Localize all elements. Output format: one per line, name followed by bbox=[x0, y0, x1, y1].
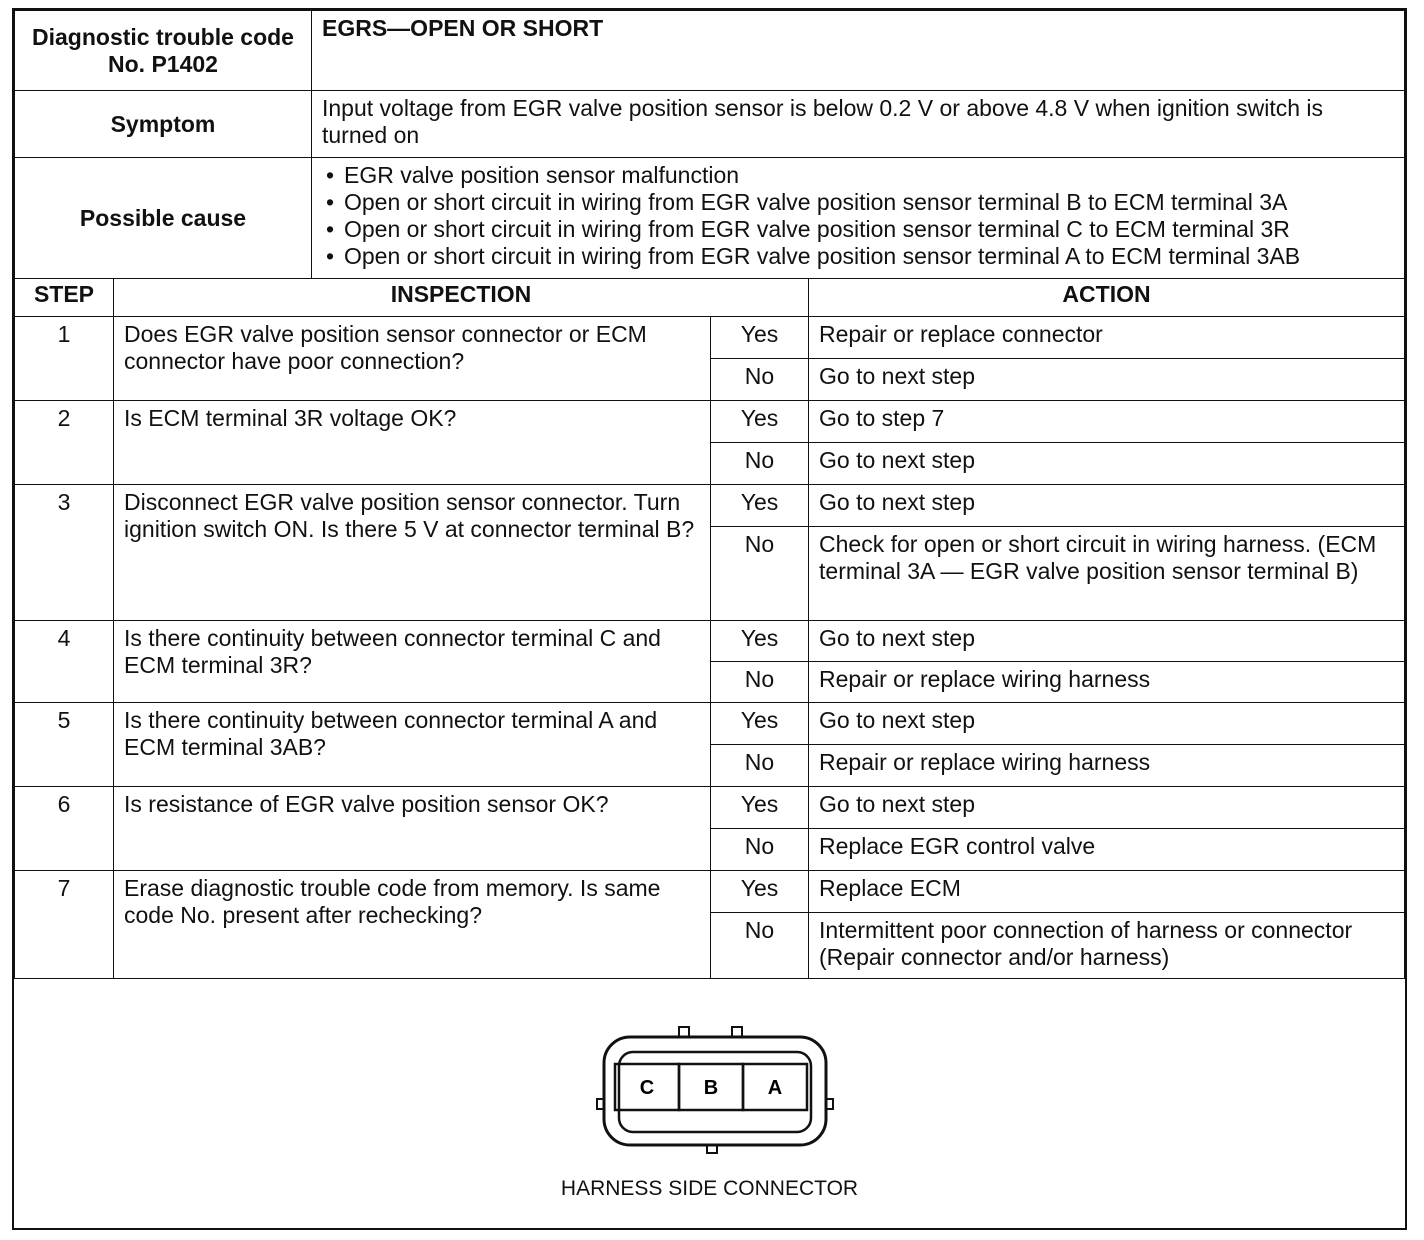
yes-action: Go to next step bbox=[809, 703, 1405, 745]
cause-item: • Open or short circuit in wiring from EGR valve position sensor terminal C to ECM terminal 3R bbox=[322, 216, 1394, 243]
yes-label: Yes bbox=[711, 621, 809, 662]
step-inspection: Disconnect EGR valve position sensor connector. Turn ignition switch ON. Is there 5 V at connector terminal B? bbox=[114, 485, 711, 621]
table-row bbox=[15, 317, 1405, 359]
no-action: Go to next step bbox=[809, 359, 1405, 401]
yes-label: Yes bbox=[711, 401, 809, 443]
col-inspection-header: INSPECTION bbox=[114, 279, 809, 317]
step-inspection: Is there continuity between connector terminal C and ECM terminal 3R? bbox=[114, 621, 711, 703]
no-label: No bbox=[711, 359, 809, 401]
col-action-header: ACTION bbox=[809, 279, 1405, 317]
table-row bbox=[15, 401, 1405, 443]
no-action: Repair or replace wiring harness bbox=[809, 662, 1405, 703]
symptom-text: Input voltage from EGR valve position sensor is below 0.2 V or above 4.8 V when ignition switch is turned on bbox=[312, 91, 1405, 158]
dtc-title: EGRS—OPEN OR SHORT bbox=[312, 11, 1405, 91]
cause-item: • EGR valve position sensor malfunction bbox=[322, 162, 1394, 189]
no-action: Intermittent poor connection of harness or connector (Repair connector and/or harness) bbox=[809, 913, 1405, 979]
no-action: Check for open or short circuit in wiring harness. (ECM terminal 3A — EGR valve position sensor terminal B) bbox=[809, 527, 1405, 621]
step-inspection: Is ECM terminal 3R voltage OK? bbox=[114, 401, 711, 485]
yes-action: Go to next step bbox=[809, 621, 1405, 662]
step-number: 7 bbox=[15, 871, 114, 979]
table-row bbox=[15, 621, 1405, 662]
possible-cause-cell bbox=[312, 158, 1405, 279]
terminal-b-label: B bbox=[703, 1077, 719, 1099]
table-row bbox=[15, 787, 1405, 829]
steps-table bbox=[14, 278, 1405, 979]
diagram-caption: HARNESS SIDE CONNECTOR bbox=[560, 1177, 859, 1200]
no-action: Go to next step bbox=[809, 443, 1405, 485]
step-number: 2 bbox=[15, 401, 114, 485]
table-row bbox=[15, 703, 1405, 745]
step-number: 1 bbox=[15, 317, 114, 401]
no-label: No bbox=[711, 443, 809, 485]
yes-label: Yes bbox=[711, 787, 809, 829]
yes-action: Go to next step bbox=[809, 787, 1405, 829]
table-row bbox=[15, 485, 1405, 527]
step-inspection: Does EGR valve position sensor connector or ECM connector have poor connection? bbox=[114, 317, 711, 401]
cause-item: • Open or short circuit in wiring from EGR valve position sensor terminal A to ECM terminal 3AB bbox=[322, 243, 1394, 270]
possible-cause-label: Possible cause bbox=[15, 158, 312, 279]
yes-action: Go to next step bbox=[809, 485, 1405, 527]
connector-diagram-area bbox=[14, 979, 1405, 1229]
yes-label: Yes bbox=[711, 871, 809, 913]
no-label: No bbox=[711, 829, 809, 871]
col-step-header: STEP bbox=[15, 279, 114, 317]
diagnostic-sheet bbox=[12, 8, 1407, 1230]
header-table bbox=[14, 10, 1405, 279]
yes-label: Yes bbox=[711, 317, 809, 359]
yes-action: Repair or replace connector bbox=[809, 317, 1405, 359]
no-label: No bbox=[711, 527, 809, 621]
step-number: 4 bbox=[15, 621, 114, 703]
step-number: 5 bbox=[15, 703, 114, 787]
yes-label: Yes bbox=[711, 485, 809, 527]
step-number: 6 bbox=[15, 787, 114, 871]
terminal-a-label: A bbox=[767, 1077, 783, 1099]
terminal-c-label: C bbox=[639, 1077, 655, 1099]
no-label: No bbox=[711, 913, 809, 979]
step-number: 3 bbox=[15, 485, 114, 621]
no-label: No bbox=[711, 662, 809, 703]
no-label: No bbox=[711, 745, 809, 787]
yes-action: Replace ECM bbox=[809, 871, 1405, 913]
step-inspection: Is there continuity between connector terminal A and ECM terminal 3AB? bbox=[114, 703, 711, 787]
yes-action: Go to step 7 bbox=[809, 401, 1405, 443]
harness-connector-diagram bbox=[14, 979, 1405, 1179]
table-row bbox=[15, 871, 1405, 913]
step-inspection: Is resistance of EGR valve position sensor OK? bbox=[114, 787, 711, 871]
cause-list bbox=[322, 162, 1394, 270]
symptom-label: Symptom bbox=[15, 91, 312, 158]
step-inspection: Erase diagnostic trouble code from memory. Is same code No. present after rechecking? bbox=[114, 871, 711, 979]
cause-item: • Open or short circuit in wiring from EGR valve position sensor terminal B to ECM terminal 3A bbox=[322, 189, 1394, 216]
no-action: Replace EGR control valve bbox=[809, 829, 1405, 871]
yes-label: Yes bbox=[711, 703, 809, 745]
dtc-label: Diagnostic trouble code No. P1402 bbox=[15, 11, 312, 91]
no-action: Repair or replace wiring harness bbox=[809, 745, 1405, 787]
